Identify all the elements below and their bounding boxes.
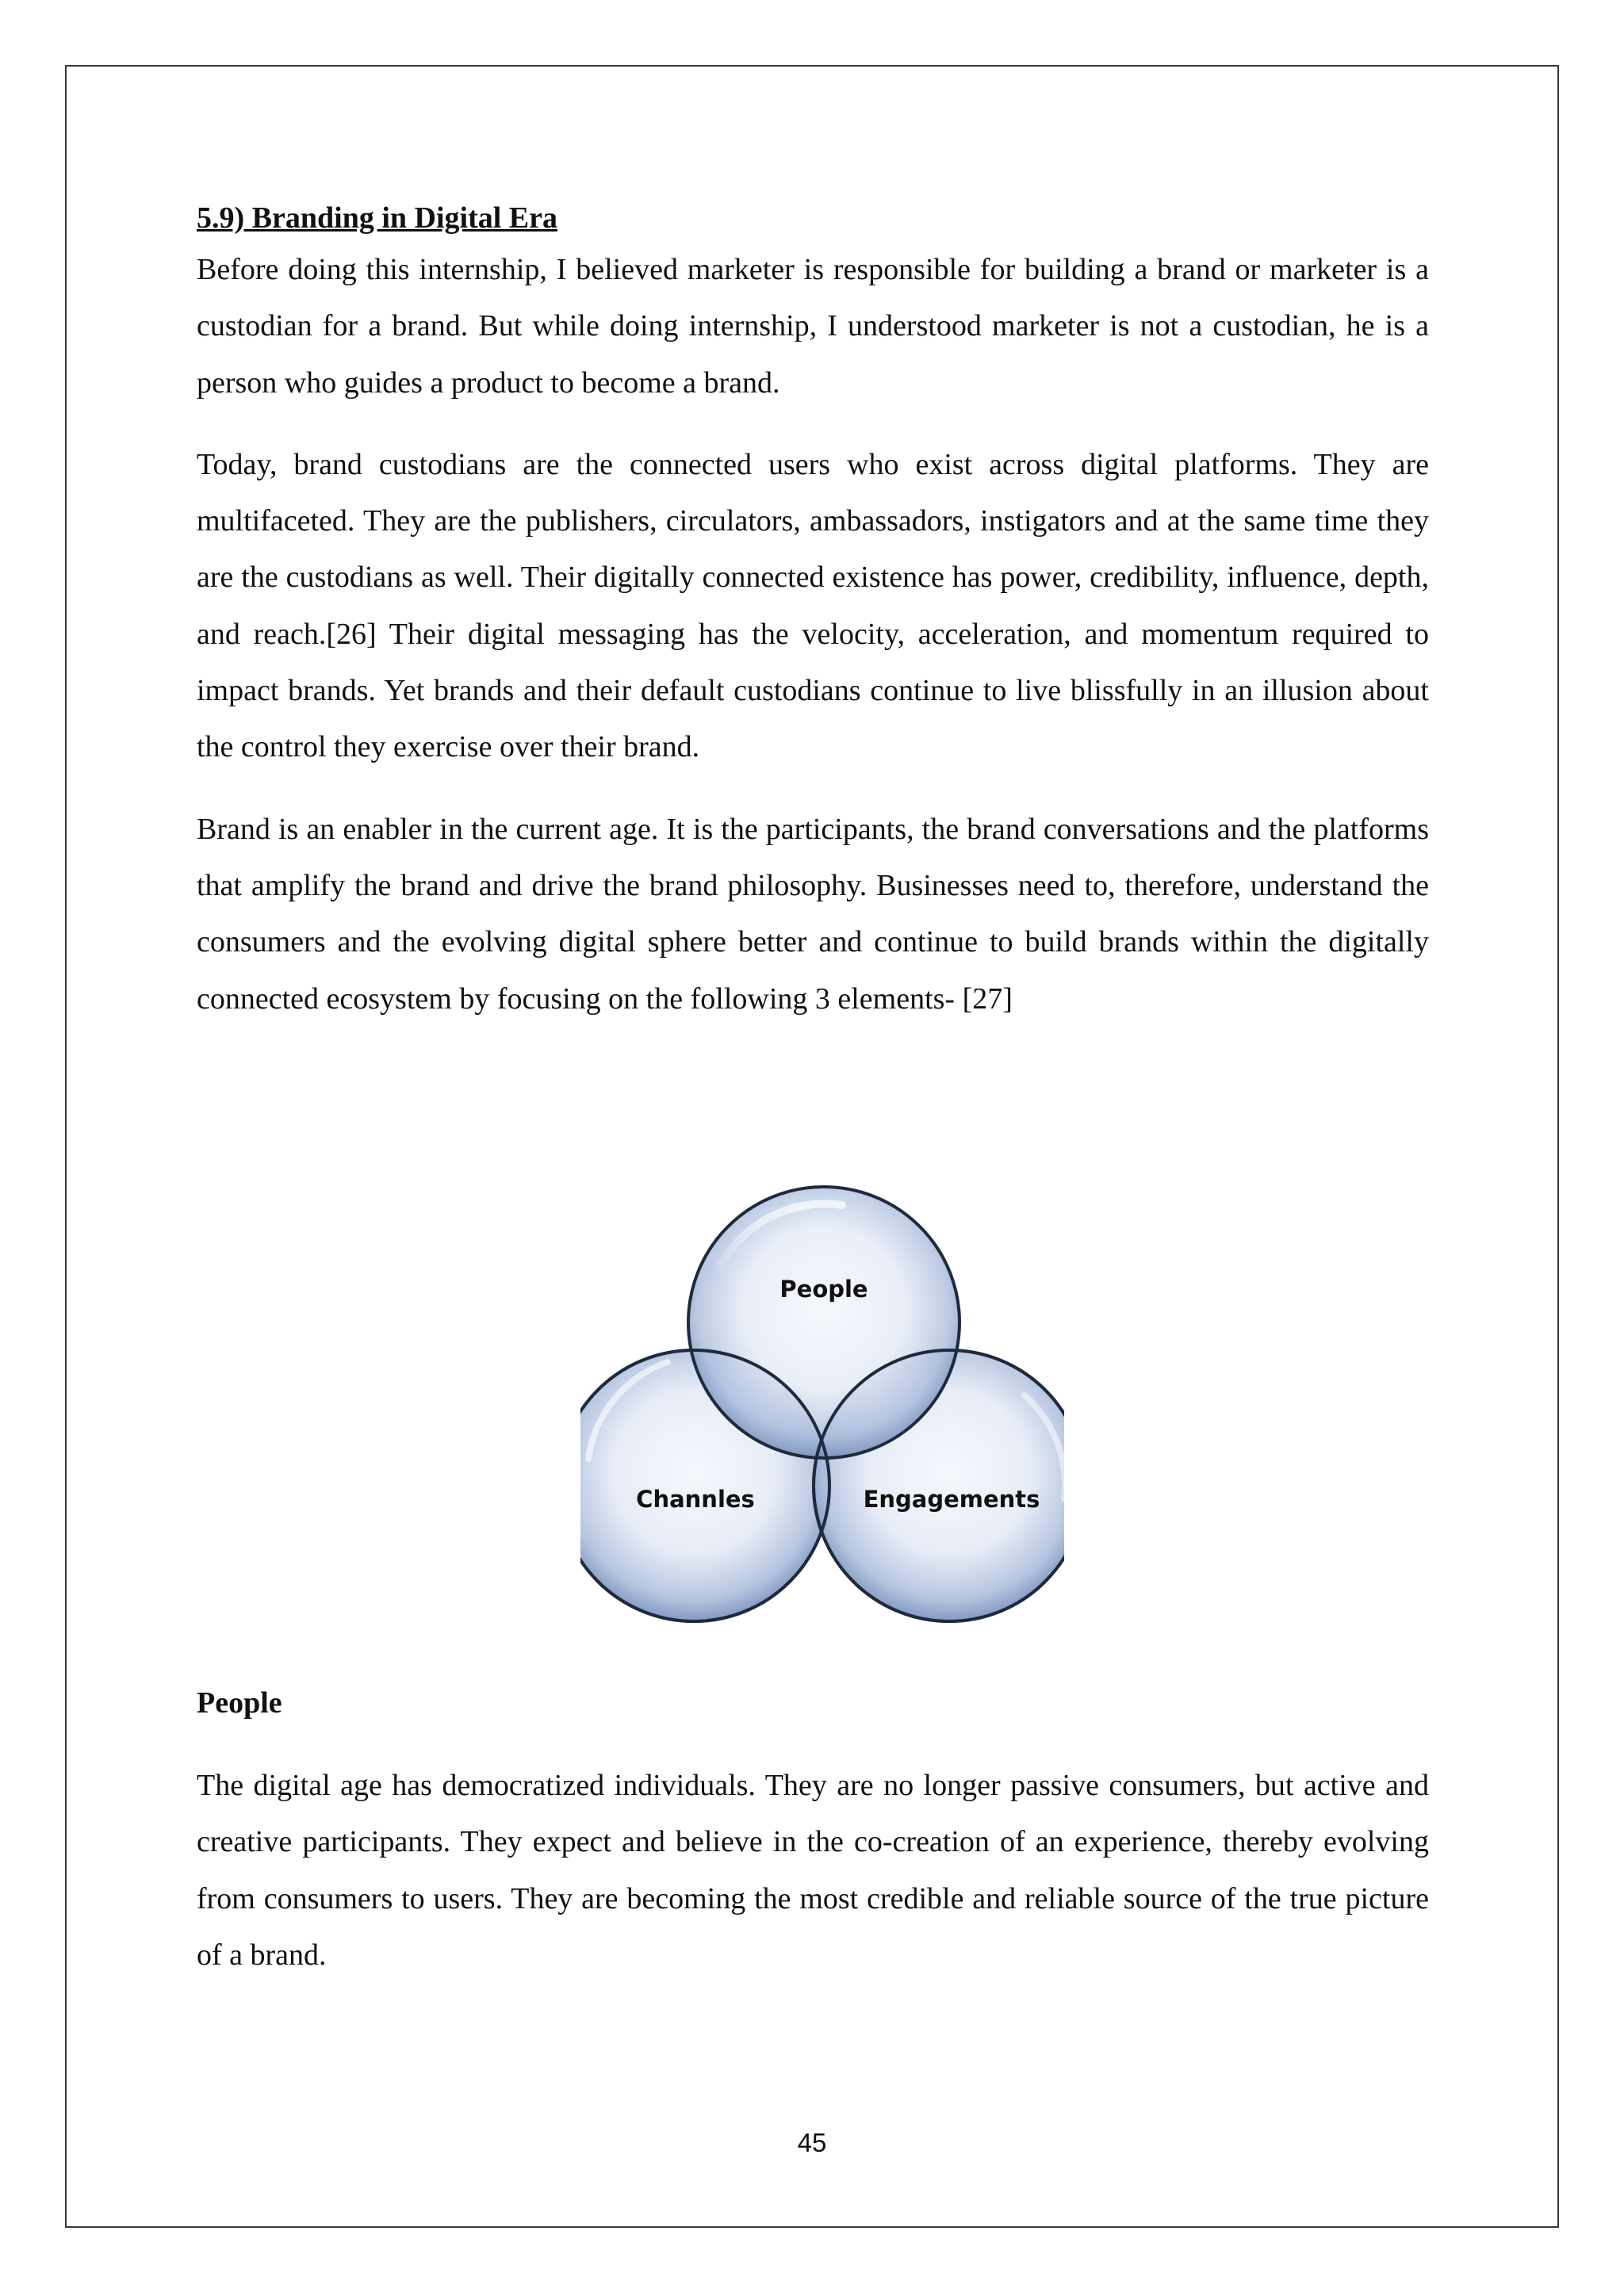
venn-label-people: People [779,1276,868,1303]
venn-circle-people [688,1187,959,1458]
paragraph-1: Before doing this internship, I believed marketer is responsible for building a brand or marketer is a custodian for a brand. But while doing internship, I understood marketer is not a custodian, he is a person who guides a product to become a brand. [197,253,1429,400]
venn-label-channles: Channles [636,1486,755,1513]
people-paragraph: The digital age has democratized individuals. They are no longer passive consumers, but active and creative participants. They expect and believe in the co-creation of an experience, thereby evolving from consumers to users. They are becoming the most credible and reliable source of the true picture of a brand. [197,1769,1429,1972]
document-body [197,194,1429,1027]
venn-diagram [580,1181,1064,1643]
page-number: 45 [797,2128,827,2157]
paragraph-2: Today, brand custodians are the connected users who exist across digital platforms. They are multifaceted. They are the publishers, circulators, ambassadors, instigators and at the same time they are the custodians as well. Their digitally connected existence has power, credibility, influence, depth, and reach.[26] Their digital messaging has the velocity, acceleration, and momentum required to impact brands. Yet brands and their default custodians continue to live blissfully in an illusion about the control they exercise over their brand. [197,447,1429,764]
venn-svg [580,1181,1064,1643]
section-title: 5.9) Branding in Digital Era [197,201,557,235]
people-heading: People [197,1686,282,1720]
venn-label-engagements: Engagements [863,1486,1040,1513]
paragraph-3: Brand is an enabler in the current age. It is the participants, the brand conversations and the platforms that amplify the brand and drive the brand philosophy. Businesses need to, therefore, understand the consumers and the evolving digital sphere better and continue to build brands within the digitally connected ecosystem by focusing on the following 3 elements- [27] [197,812,1429,1016]
